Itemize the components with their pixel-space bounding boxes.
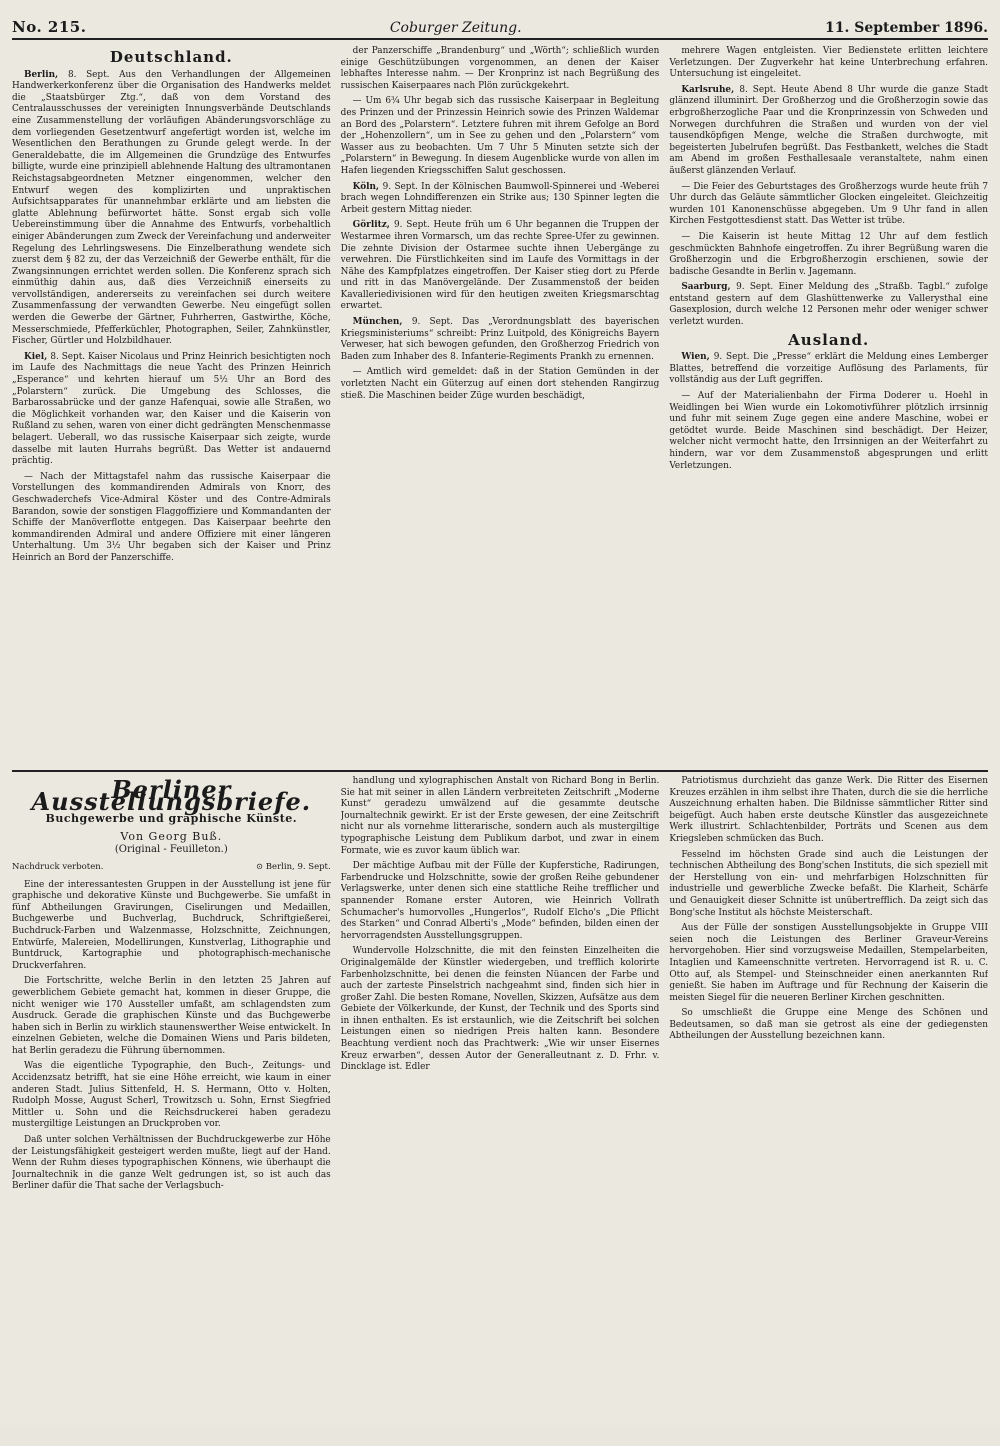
news-column-1-body xyxy=(12,70,331,565)
feuilleton-meta xyxy=(12,862,331,874)
news-item xyxy=(669,46,988,81)
feuilleton-subheading: Buchgewerbe und graphische Künste. xyxy=(45,812,298,826)
section-heading-foreign: Ausland. xyxy=(788,330,870,349)
feuilleton-paragraph: handlung und xylographischen Anstalt von Richard Bong in Berlin. Sie hat mit seiner in allen Ländern verbreiteten Zeitschrift „Moderne Kunst“ geradezu umwälzend auf die gesammte deutsche Journaltechnik gewirkt. Er ist der Erste gewesen, der eine Zeitschrift nicht nur als vornehme litterarische, sondern auch als mustergiltige typographische Leistung dem Publikum darbot, und zwar in einem Formate, wie es zuvor kaum üblich war. xyxy=(340,776,660,856)
news-column-1 xyxy=(12,46,331,766)
issue-number: No. 215. xyxy=(12,18,87,36)
feuilleton-paragraph: Daß unter solchen Verhältnissen der Buchdruckgewerbe zur Höhe der Leistungsfähigkeit gesteigert werden mußte, liegt auf der Hand. Wenn der Ruhm dieses typographischen Könnens, wie überhaupt die Journaltechnik in die ganze Welt gedrungen ist, so ist auch das Berliner dafür die That sache der Verlagsbuch- xyxy=(12,1135,331,1192)
news-text: 9. Sept. Heute früh um 6 Uhr begannen die Truppen der Westarmee ihren Vormarsch, um das rechte Spree-Ufer zu gewinnen. Die zehnte Division der Ostarmee suchte ihnen Uebergänge zu verwehren. Die Fürstlichkeiten sind im Laufe des Vormittags in der Nähe des Kampfplatzes eingetroffen. Der Kaiser stieg dort zu Pferde und ritt in das Manövergelände. Der Zusammenstoß der beiden Kavalleriedivisionen wird für den heutigen zweiten Kriegsmarschtag erwartet. xyxy=(340,220,660,312)
news-item xyxy=(669,182,988,228)
feuilleton-paragraph: Was die eigentliche Typographie, den Buch-, Zeitungs- und Accidenzsatz betrifft, hat sie eine Höhe erreicht, wie kaum in einer anderen Stadt. Julius Sittenfeld, H. S. Hermann, Otto v. Holten, Rudolph Mosse, August Scherl, Trowitzsch u. Sohn, Ernst Siegfried Mittler u. Sohn und die Reichsdruckerei haben geradezu mustergiltige Leistungen an Druckproben vor. xyxy=(12,1061,331,1130)
news-text: der Panzerschiffe „Brandenburg“ und „Wörth“; schließlich wurden einige Geschützübungen vorgenommen, an denen der Kaiser lebhaftes Interesse nahm. — Der Kronprinz ist nach Begrüßung des russischen Kaiserpaares nach Plön zurückgekehrt. xyxy=(340,46,660,91)
news-item xyxy=(12,352,331,468)
news-item xyxy=(341,367,660,402)
news-dateline: Wien, xyxy=(681,352,714,363)
news-item xyxy=(12,472,331,565)
news-text: 8. Sept. Heute Abend 8 Uhr wurde die ganze Stadt glänzend illuminirt. Der Großherzog und die Großherzogin sowie das erbgroßherzogliche Paar und die Kronprinzessin von Schweden und Norwegen durchfuhren die Straßen und wurden von der viel tausendköpfigen Menge, welche die Straßen durchwogte, mit begeisterten Jubelrufen begrüßt. Das Festbankett, welches die Stadt am Abend im großen Festhallesaale veranstaltete, nahm einen äußerst glänzenden Verlauf. xyxy=(669,84,988,176)
news-item xyxy=(341,96,660,177)
news-dateline: Karlsruhe, xyxy=(681,84,740,95)
news-item xyxy=(12,70,331,348)
masthead xyxy=(12,6,988,40)
newspaper-title: Coburger Zeitung. xyxy=(389,20,522,36)
news-item xyxy=(669,232,988,278)
feuilleton-column-2-body xyxy=(341,776,660,1074)
feuilleton-section xyxy=(12,776,988,1446)
news-column-3-body-top xyxy=(669,46,988,329)
issue-date: 11. September 1896. xyxy=(824,20,988,36)
news-item xyxy=(669,391,988,472)
news-text: — Um 6¾ Uhr begab sich das russische Kaiserpaar in Begleitung des Prinzen und der Prinzessin Heinrich sowie des Prinzen Waldemar an Bord des „Polarstern“. Letztere fuhren mit ihrem Gefolge an Bord der „Hohenzollern“, um in See zu gehen und den „Polarstern“ vom Wasser aus zu beobachten. Um 7 Uhr 5 Minuten setzte sich der „Polarstern“ in Bewegung. In diesem Augenblicke wurde von allen im Hafen liegenden Kriegsschiffen Salut geschossen. xyxy=(340,96,660,176)
feuilleton-paragraph: Die Fortschritte, welche Berlin in den letzten 25 Jahren auf gewerblichem Gebiete gemacht hat, kommen in dieser Gruppe, die nicht weniger wie 170 Aussteller umfaßt, am schlagendsten zum Ausdruck. Gerade die graphischen Künste und das Buchgewerbe haben sich in Berlin zu wirklich staunenswerther Weise entwickelt. In einzelnen Gebieten, welche die Domainen Wiens und Paris bildeten, hat Berlin geradezu die Führung übernommen. xyxy=(12,976,331,1056)
news-dateline: Saarburg, xyxy=(681,282,737,293)
news-column-3 xyxy=(669,46,988,766)
news-text: 8. Sept. Aus den Verhandlungen der Allgemeinen Handwerkerkonferenz über die Organisation des Handwerks meldet die „Staatsbürger Ztg.“, daß von dem Vorstand des Centralausschusses der vereinigten Innungsverbände Deutschlands eine Zusammenstellung der vorläufigen Abänderungsvorschläge zu dem vorliegenden Gesetzentwurf angefertigt worden ist, welche im Wesentlichen den Berathungen zu Grunde gelegt werde. In der Generaldebatte, die im Allgemeinen die Grundzüge des Entwurfes billigte, wurde eine prinzipiell ablehnende Haltung des ultramontanen Reichstagsabgeordneten Metzner eingenommen, welcher den Entwurf wegen des komplizirten und unpraktischen Aufsichtsapparates für unannehmbar erklärte und am liebsten die glatte Ablehnung befürwortet hätte. Sonst ergab sich volle Uebereinstimmung über die Annahme des Entwurfs, vorbehaltlich einiger Abänderungen zum Zweck der Vereinfachung und anderweiter Regelung des Lehrlingswesens. Die Einzelberathung wendete sich zuerst dem § 82 zu, der das Verzeichniß der Gewerbe enthält, für die Zwangsinnungen errichtet werden sollen. Die Konferenz sprach sich einmüthig dahin aus, daß dies Verzeichniß einerseits zu vervollständigen, andererseits zu vereinfachen sei durch weitere Zusammenfassung der verwandten Gewerbe. Neu eingefügt sollen werden die Gewerbe der Gärtner, Fuhrherren, Gastwirthe, Köche, Messerschmiede, Pfefferküchler, Photographen, Seiler, Zahnkünstler, Fischer, Gürtler und Holzbildhauer. xyxy=(12,69,331,347)
feuilleton-heading: Berliner Ausstellungsbriefe. xyxy=(31,776,312,816)
news-text: 9. Sept. Das „Verordnungsblatt des bayerischen Kriegsministeriums“ schreibt: Prinz Luitpold, des Königreichs Bayern Verweser, hat sich bewogen gefunden, den Großherzog Friedrich von Baden zum Inhaber des 8. Infanterie-Regiments Prankh zu ernennen. xyxy=(340,317,660,362)
feuilleton-paragraph: Eine der interessantesten Gruppen in der Ausstellung ist jene für graphische und dekorative Künste und Buchgewerbe. Sie umfaßt in fünf Abtheilungen Gravirungen, Ciselirungen und Medaillen, Buchgewerbe und Buchverlag, Buchdruck, Schriftgießerei, Buchdruck-Farben und Walzenmasse, Holzschnitte, Zeichnungen, Entwürfe, Malereien, Modellirungen, Kunstverlag, Lithographie und Buntdruck, Kartographie und photographisch-mechanische Druckverfahren. xyxy=(12,879,331,971)
news-dateline: Görlitz, xyxy=(352,220,394,231)
news-dateline: München, xyxy=(352,317,412,328)
news-text: — Die Kaiserin ist heute Mittag 12 Uhr auf dem festlich geschmückten Bahnhofe eingetroffen. Zu ihrer Begrüßung waren die Großherzogin und die Erbgroßherzogin erschienen, sowie der badische Gesandte in Berlin v. Jagemann. xyxy=(669,231,988,277)
feuilleton-column-3 xyxy=(669,776,988,1446)
feuilleton-original-note: (Original - Feuilleton.) xyxy=(114,844,228,856)
feuilleton-column-1 xyxy=(12,776,331,1446)
feuilleton-column-3-body xyxy=(669,776,988,1043)
feuilleton-column-1-body xyxy=(12,880,331,1193)
reprint-note: Nachdruck verboten. xyxy=(12,861,104,872)
section-divider xyxy=(12,770,988,772)
news-section xyxy=(12,46,988,766)
news-item xyxy=(669,352,988,387)
news-item xyxy=(341,46,660,92)
feuilleton-paragraph: Wundervolle Holzschnitte, die mit den feinsten Einzelheiten die Originalgemälde der Künstler wiedergeben, und trefflich kolorirte Farbenholzschnitte, bei denen die feinsten Nüancen der Farbe und auch der zarteste Pinselstrich nachgeahmt sind, finden sich hier in großer Zahl. Die besten Romane, Novellen, Skizzen, Aufsätze aus dem Gebiete der Völkerkunde, der Kunst, der Technik und des Sports sind in ihnen enthalten. Es ist erstaunlich, wie die Zeitschrift bei solchen Leistungen einen so niedrigen Preis halten kann. Besondere Beachtung verdient noch das Prachtwerk: „Wie wir unser Eisernes Kreuz erwarben“, dessen Autor der Generalleutnant z. D. Frhr. v. Dincklage ist. Edler xyxy=(340,946,660,1073)
feuilleton-dateline: ⊙ Berlin, 9. Sept. xyxy=(255,861,331,872)
news-text: 9. Sept. Einer Meldung des „Straßb. Tagbl.“ zufolge entstand gestern auf dem Glashüttenwerke zu Vallerysthal eine Gasexplosion, durch welche 12 Personen mehr oder weniger schwer verletzt wurden. xyxy=(669,282,988,328)
news-item xyxy=(341,182,660,217)
news-item xyxy=(669,85,988,178)
feuilleton-paragraph: Fesselnd im höchsten Grade sind auch die Leistungen der technischen Abtheilung des Bong'schen Instituts, die sich speziell mit der Herstellung von ein- und mehrfarbigen Holzschnitten für industrielle und gewerbliche Zwecke befaßt. Die Klarheit, Schärfe und Genauigkeit dieser Schnitte ist unübertrefflich. Da zeigt sich das Bong'sche Institut als höchste Meisterschaft. xyxy=(669,849,988,918)
news-text: 9. Sept. In der Kölnischen Baumwoll-Spinnerei und -Weberei brach wegen Lohndifferenzen ein Strike aus; 130 Spinner legten die Arbeit gestern Mittag nieder. xyxy=(340,181,660,215)
news-item xyxy=(341,220,660,313)
news-dateline: Köln, xyxy=(352,181,383,192)
news-text: mehrere Wagen entgleisten. Vier Bedienstete erlitten leichtere Verletzungen. Der Zugverkehr hat keine Unterbrechung erfahren. Untersuchung ist eingeleitet. xyxy=(669,46,988,80)
feuilleton-paragraph: So umschließt die Gruppe eine Menge des Schönen und Bedeutsamen, so daß man sie getrost als eine der gediegensten Abtheilungen der Ausstellung bezeichnen kann. xyxy=(669,1008,988,1042)
section-heading-germany: Deutschland. xyxy=(109,48,233,66)
news-text: — Nach der Mittagstafel nahm das russische Kaiserpaar die Vorstellungen des kommandirenden Admirals von Knorr, des Geschwaderchefs Vice-Admiral Köster und des Contre-Admirals Barandon, sowie der sonstigen Flaggoffiziere und Kommandanten der Schiffe der Manöverflotte entgegen. Das Kaiserpaar beehrte den kommandirenden Admiral und andere Offiziere mit einer längeren Unterhaltung. Um 3½ Uhr begaben sich der Kaiser und Prinz Heinrich an Bord der Panzerschiffe. xyxy=(12,471,331,563)
news-column-2 xyxy=(341,46,660,766)
news-dateline: Berlin, xyxy=(24,69,68,80)
news-text: — Amtlich wird gemeldet: daß in der Station Gemünden in der vorletzten Nacht ein Güterzug auf einen dort stehenden Rangirzug stieß. Die Maschinen beider Züge wurden beschädigt, xyxy=(340,367,660,401)
news-text: — Die Feier des Geburtstages des Großherzogs wurde heute früh 7 Uhr durch das Geläute sämmtlicher Glocken eingeleitet. Gleichzeitig wurden 101 Kanonenschüsse abgegeben. Um 9 Uhr fand in allen Kirchen Festgottesdienst statt. Das Wetter ist trübe. xyxy=(669,181,988,227)
news-text: — Auf der Materialienbahn der Firma Doderer u. Hoehl in Weidlingen bei Wien wurde ein Lokomotivführer plötzlich irrsinnig und fuhr mit seinem Zuge gegen eine andere Maschine, wobei er getödtet wurde. Beide Maschinen sind beschädigt. Der Heizer, welcher nicht vermocht hatte, den Irrsinnigen an der Weiterfahrt zu hindern, war vor dem Zusammenstoß abgesprungen und erlitt Verletzungen. xyxy=(669,391,988,471)
news-text: 8. Sept. Kaiser Nicolaus und Prinz Heinrich besichtigten noch im Laufe des Nachmittags die neue Yacht des Prinzen Heinrich „Esperance“ und kehrten hierauf um 5½ Uhr an Bord des „Polarstern“ zurück. Die Umgebung des Schlosses, die Barbarossabrücke und der ganze Hafenquai, sowie alle Straßen, wo die Möglichkeit vorhanden war, den Kaiser und die Kaiserin von Rußland zu sehen, waren von einer dicht gedrängten Menschenmasse belagert. Ueberall, wo das russische Kaiserpaar sich zeigte, wurde dasselbe mit lauten Hurrahs begrüßt. Das Wetter ist andauernd prächtig. xyxy=(12,351,331,467)
news-item xyxy=(341,317,660,363)
news-dateline: Kiel, xyxy=(24,351,51,362)
news-item xyxy=(669,282,988,328)
news-column-3-body-bottom xyxy=(669,352,988,472)
feuilleton-paragraph: Patriotismus durchzieht das ganze Werk. Die Ritter des Eisernen Kreuzes erzählen in ihm selbst ihre Thaten, durch die sie die herrliche Auszeichnung erhalten haben. Die Bildnisse sämmtlicher Ritter sind beigefügt. Auch haben erste deutsche Künstler das ausgezeichnete Werk illustrirt. Schlachtenbilder, Porträts und Scenen aus dem Kriegsleben schmücken das Buch. xyxy=(669,776,988,844)
feuilleton-paragraph: Der mächtige Aufbau mit der Fülle der Kupferstiche, Radirungen, Farbendrucke und Holzschnitte, sowie der großen Reihe gebundener Verlagswerke, unter denen sich eine stattliche Reihe trefflicher und spannender Romane erster Autoren, wie Heinrich Vollrath Schumacher's humorvolles „Hungerlos“, Rudolf Elcho's „Die Pflicht des Starken“ und Conrad Alberti's „Mode“ befinden, bilden einen der hervorragendsten Ausstellungsgruppen. xyxy=(340,861,660,941)
feuilleton-byline: Von Georg Buß. xyxy=(120,829,223,843)
feuilleton-column-2 xyxy=(341,776,660,1446)
feuilleton-paragraph: Aus der Fülle der sonstigen Ausstellungsobjekte in Gruppe VIII seien noch die Leistungen des Berliner Graveur-Vereins hervorgehoben. Hier sind vorzugsweise Medaillen, Stempelarbeiten, Intaglien und Kameenschnitte vertreten. Hervorragend ist R. u. C. Otto auf, als Stempel- und Steinschneider einen anerkannten Ruf genießt. Sie haben im Auftrage und für Rechnung der Kaiserin die meisten Siegel für die neueren Berliner Kirchen geschnitten. xyxy=(669,923,988,1003)
news-text: 9. Sept. Die „Presse“ erklärt die Meldung eines Lemberger Blattes, betreffend die vorzeitige Auflösung des Parlaments, für vollständig aus der Luft gegriffen. xyxy=(669,352,988,386)
news-column-2-body xyxy=(341,46,660,402)
